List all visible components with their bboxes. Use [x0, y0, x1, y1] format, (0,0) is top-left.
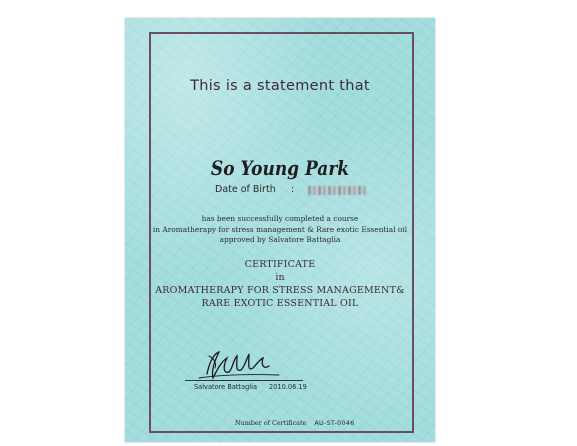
certificate-title-line: in — [275, 272, 285, 283]
course-description — [125, 214, 435, 246]
certificate-number-label: Number of Certificate — [235, 419, 307, 427]
handwritten-signature — [189, 344, 299, 384]
signature-date: 2010.06.19 — [269, 383, 307, 391]
certificate-number-value: AU-ST-0046 — [314, 419, 355, 427]
signature-caption — [194, 383, 307, 391]
course-description-line: has been successfully completed a course — [201, 214, 359, 223]
certificate-title-line: AROMATHERAPY FOR STRESS MANAGEMENT& — [155, 285, 405, 296]
dob-label: Date of Birth — [215, 184, 276, 195]
certificate-title-line: CERTIFICATE — [244, 259, 316, 270]
course-description-line: approved by Salvatore Battaglia — [219, 235, 341, 244]
statement-heading: This is a statement that — [190, 78, 370, 94]
recipient-name: So Young Park — [210, 156, 350, 180]
certificate-paper — [125, 18, 435, 442]
course-description-line: in Aromatherapy for stress management & Rare exotic Essential oil — [152, 224, 408, 234]
dob-separator: : — [291, 184, 295, 195]
signature-line — [185, 380, 303, 381]
certificate-title-line: RARE EXOTIC ESSENTIAL OIL — [201, 298, 359, 309]
redacted-dob-value — [308, 186, 366, 195]
certificate-number — [235, 419, 355, 427]
certificate-title — [125, 258, 435, 310]
signatory-name: Salvatore Battaglia — [194, 383, 258, 391]
